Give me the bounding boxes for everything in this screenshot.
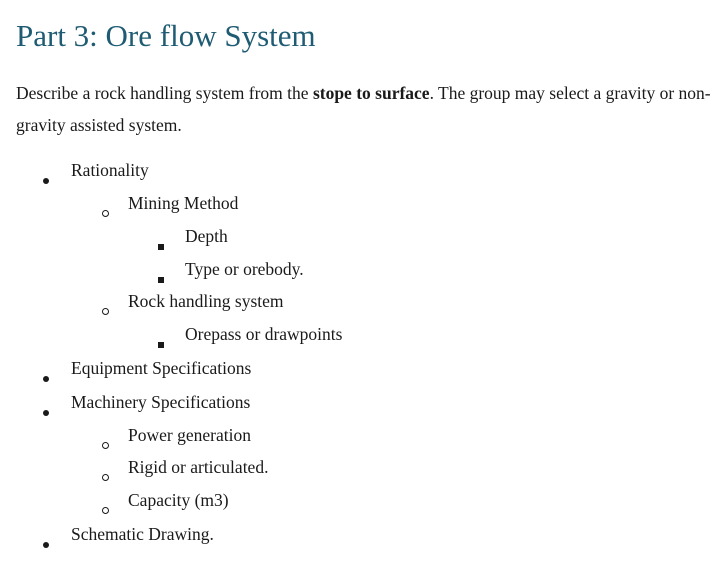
intro-text-start: Describe a rock handling system from the bbox=[16, 83, 313, 103]
bullet-dot-icon bbox=[43, 398, 49, 422]
bullet-square-icon bbox=[158, 330, 164, 354]
list-item-power: Power generation bbox=[128, 425, 251, 445]
intro-paragraph bbox=[16, 77, 716, 141]
bullet-circle-icon bbox=[102, 199, 109, 223]
list-item-rationality: Rationality bbox=[71, 160, 149, 180]
bullet-dot-icon bbox=[43, 166, 49, 190]
list-item-equipment: Equipment Specifications bbox=[71, 358, 252, 378]
bullet-square-icon bbox=[158, 232, 164, 256]
list-item-orepass: Orepass or drawpoints bbox=[185, 324, 343, 344]
page-heading: Part 3: Ore flow System bbox=[16, 18, 316, 53]
list-item-type-orebody: Type or orebody. bbox=[185, 259, 304, 279]
list-item-depth: Depth bbox=[185, 226, 228, 246]
list-item-schematic: Schematic Drawing. bbox=[71, 524, 214, 544]
bullet-circle-icon bbox=[102, 431, 109, 455]
list-item-rigid: Rigid or articulated. bbox=[128, 457, 269, 477]
list-item-machinery: Machinery Specifications bbox=[71, 392, 251, 412]
list-item-mining-method: Mining Method bbox=[128, 193, 239, 213]
bullet-dot-icon bbox=[43, 530, 49, 554]
intro-text-end: . The group may select a gravity or non-gravity assisted system. bbox=[16, 83, 711, 135]
bullet-circle-icon bbox=[102, 496, 109, 520]
list-item-capacity: Capacity (m3) bbox=[128, 490, 229, 510]
bullet-dot-icon bbox=[43, 364, 49, 388]
list-item-rock-handling: Rock handling system bbox=[128, 291, 284, 311]
bullet-square-icon bbox=[158, 265, 164, 289]
intro-bold-phrase: stope to surface bbox=[312, 83, 430, 103]
bullet-circle-icon bbox=[102, 463, 109, 487]
bullet-circle-icon bbox=[102, 297, 109, 321]
